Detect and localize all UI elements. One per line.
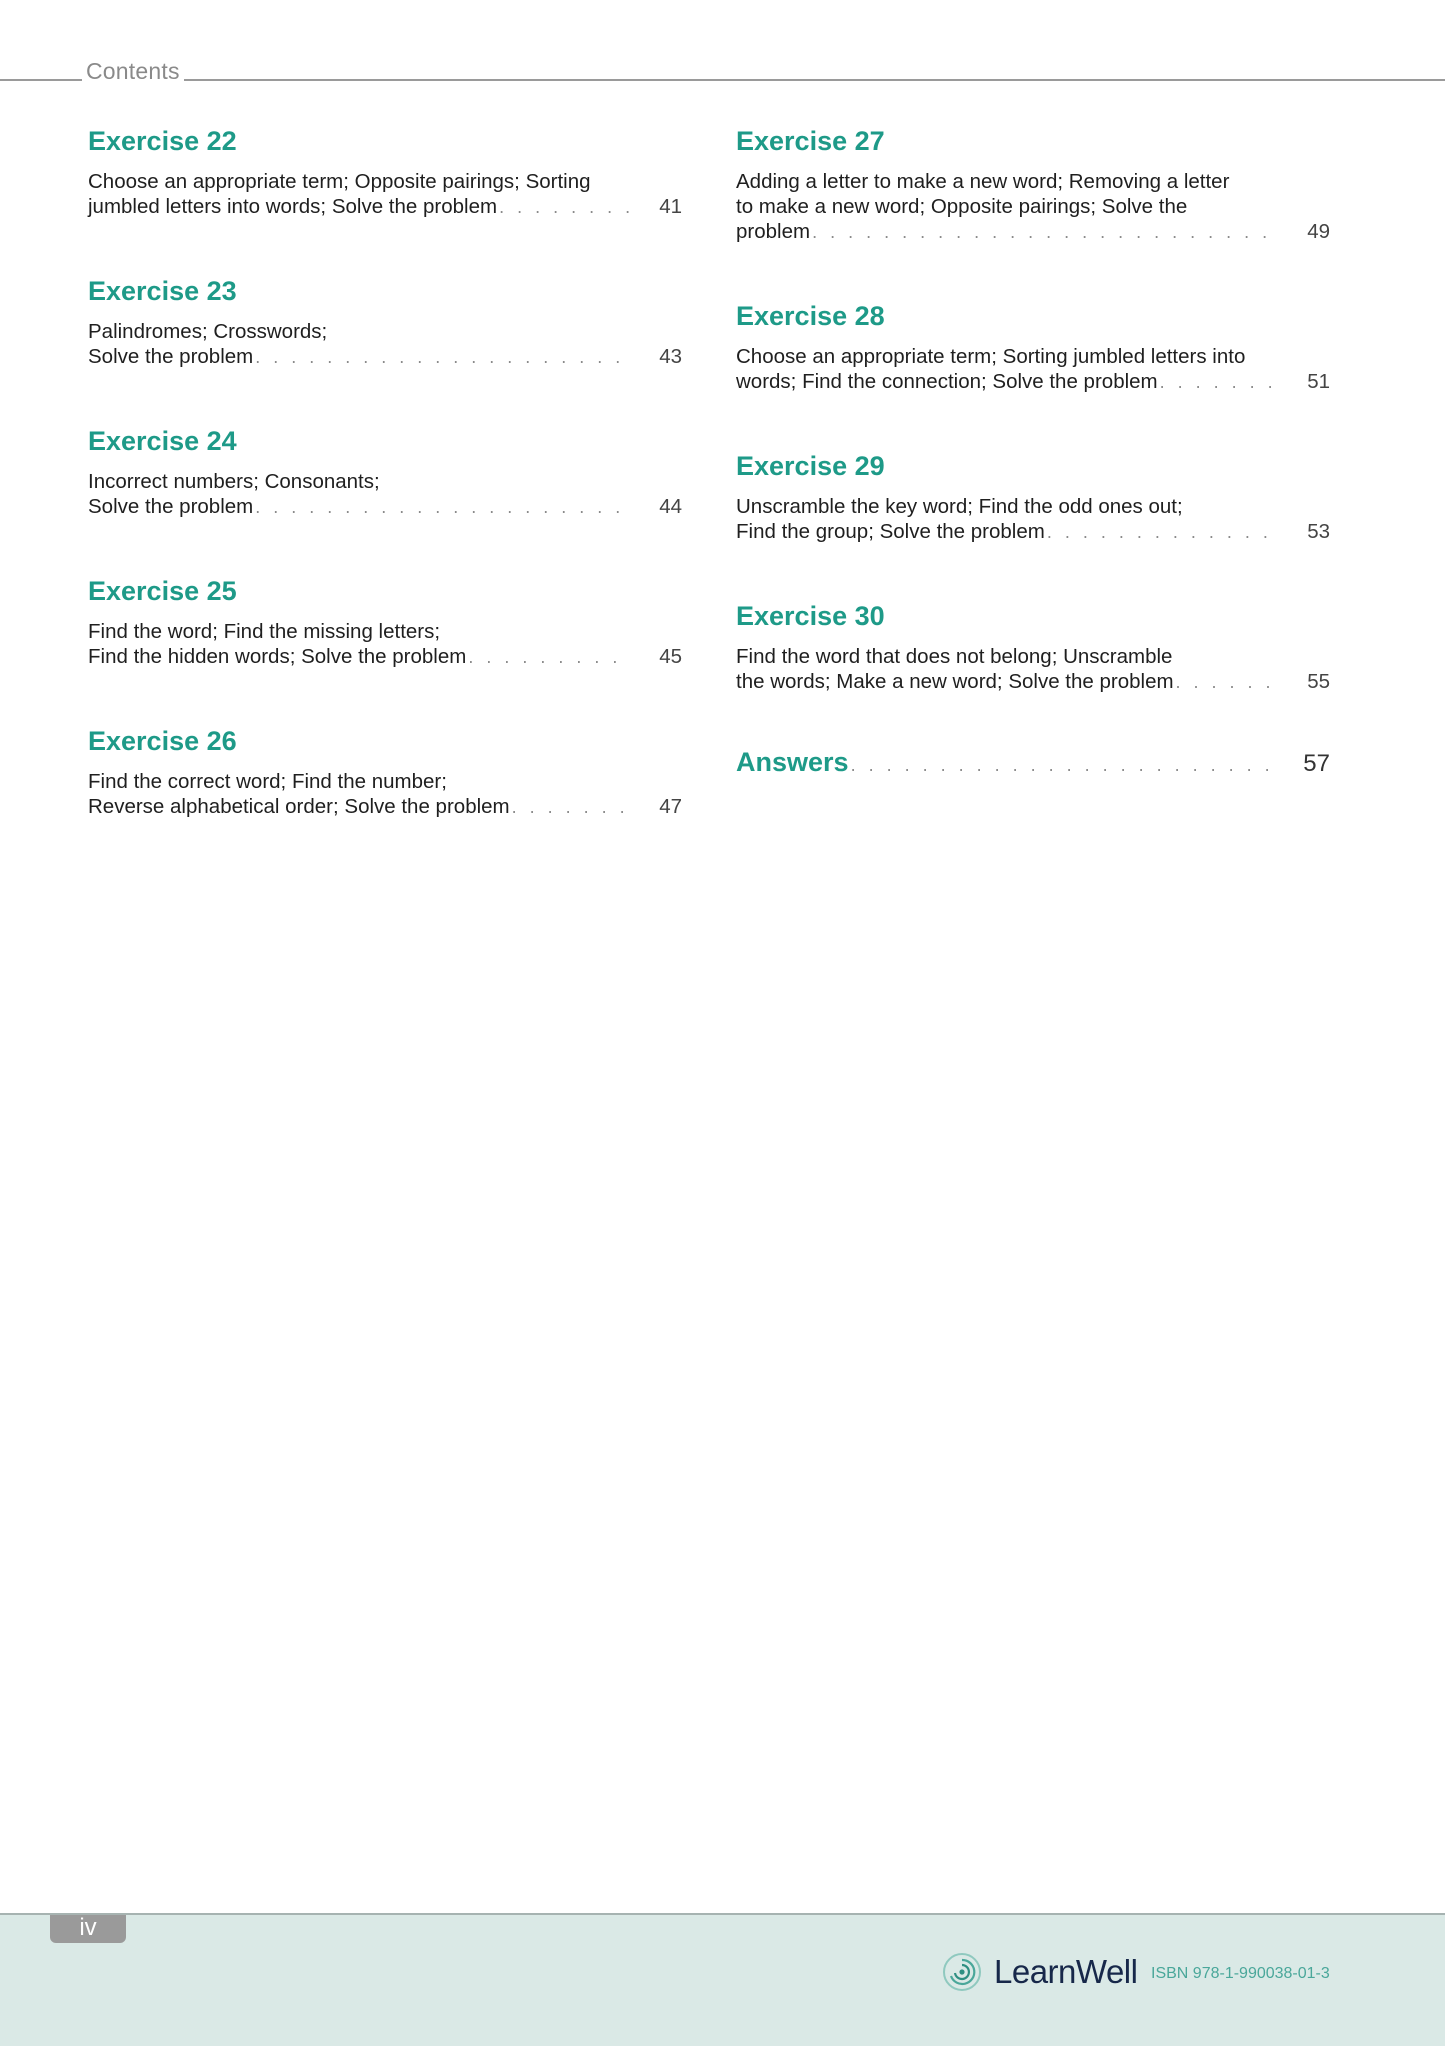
description-last-line <box>736 219 1330 245</box>
entry-description <box>736 169 1330 245</box>
description-line: Choose an appropriate term; Opposite pairings; Sorting <box>88 170 591 193</box>
description-line: Find the word that does not belong; Unscramble <box>736 645 1173 668</box>
entry-title: Exercise 27 <box>736 126 885 156</box>
description-last-line <box>88 344 682 370</box>
entry-description <box>736 344 1330 395</box>
answers-title: Answers <box>736 747 849 777</box>
dot-leader <box>468 645 632 670</box>
isbn-text: ISBN 978-1-990038-01-3 <box>1151 1965 1330 1982</box>
entry-description <box>88 619 682 670</box>
toc-entry-exercise-25[interactable] <box>88 575 682 670</box>
dot-leader <box>1160 370 1280 395</box>
page-number: 49 <box>1307 220 1330 243</box>
page-footer <box>0 1913 1445 2046</box>
description-last-line <box>88 794 682 820</box>
swirl-logo-icon <box>942 1952 982 1992</box>
toc-right-column <box>736 125 1330 778</box>
entry-title: Exercise 28 <box>736 301 885 331</box>
page-number: 41 <box>659 195 682 218</box>
dot-leader <box>1047 520 1280 545</box>
entry-title: Exercise 23 <box>88 276 237 306</box>
entry-title: Exercise 24 <box>88 426 237 456</box>
description-line: Find the hidden words; Solve the problem <box>88 645 467 668</box>
entry-title: Exercise 29 <box>736 451 885 481</box>
dot-leader <box>499 195 632 220</box>
page-number: 51 <box>1307 370 1330 393</box>
entry-description <box>88 319 682 370</box>
header-rule <box>0 79 1445 81</box>
dot-leader <box>1176 670 1280 695</box>
brand-logo <box>942 1952 1137 1992</box>
description-line: jumbled letters into words; Solve the problem <box>88 195 498 218</box>
entry-title: Exercise 26 <box>88 726 237 756</box>
toc-entry-exercise-30[interactable] <box>736 600 1330 695</box>
dot-leader <box>255 345 632 370</box>
dot-leader <box>255 495 632 520</box>
toc-entry-answers[interactable] <box>736 747 1330 778</box>
description-line: to make a new word; Opposite pairings; Solve the <box>736 195 1188 218</box>
description-line: words; Find the connection; Solve the problem <box>736 370 1158 393</box>
description-line: Solve the problem <box>88 495 254 518</box>
description-line: Palindromes; Crosswords; <box>88 320 328 343</box>
dot-leader <box>812 220 1280 245</box>
toc-entry-exercise-24[interactable] <box>88 425 682 520</box>
entry-description <box>736 494 1330 545</box>
entry-title: Exercise 25 <box>88 576 237 606</box>
dot-leader <box>851 755 1280 776</box>
description-line: Unscramble the key word; Find the odd ones out; <box>736 495 1183 518</box>
description-line: Find the group; Solve the problem <box>736 520 1045 543</box>
page-number: 57 <box>1303 750 1330 777</box>
description-line: Choose an appropriate term; Sorting jumbled letters into <box>736 345 1246 368</box>
description-last-line <box>88 194 682 220</box>
page-number: 45 <box>659 645 682 668</box>
dot-leader <box>512 795 632 820</box>
toc-entry-exercise-29[interactable] <box>736 450 1330 545</box>
description-line: Find the correct word; Find the number; <box>88 770 447 793</box>
description-last-line <box>88 644 682 670</box>
description-line: problem <box>736 220 811 243</box>
entry-description <box>88 469 682 520</box>
description-line: Adding a letter to make a new word; Removing a letter <box>736 170 1230 193</box>
entry-title: Exercise 30 <box>736 601 885 631</box>
entry-description <box>736 644 1330 695</box>
page-number: 43 <box>659 345 682 368</box>
description-last-line <box>736 369 1330 395</box>
page-number-tab: iv <box>50 1915 126 1943</box>
page-number: 44 <box>659 495 682 518</box>
description-line: Find the word; Find the missing letters; <box>88 620 441 643</box>
description-line: Incorrect numbers; Consonants; <box>88 470 380 493</box>
entry-title: Exercise 22 <box>88 126 237 156</box>
entry-description <box>88 769 682 820</box>
toc-left-column <box>88 125 682 820</box>
entry-description <box>88 169 682 220</box>
toc-entry-exercise-28[interactable] <box>736 300 1330 395</box>
toc-entry-exercise-22[interactable] <box>88 125 682 220</box>
brand-name: LearnWell <box>994 1953 1138 1990</box>
description-line: the words; Make a new word; Solve the problem <box>736 670 1174 693</box>
description-last-line <box>736 519 1330 545</box>
description-line: Solve the problem <box>88 345 254 368</box>
page-title: Contents <box>82 58 184 85</box>
page-number: 47 <box>659 795 682 818</box>
page-number: 53 <box>1307 520 1330 543</box>
description-last-line <box>736 669 1330 695</box>
toc-entry-exercise-27[interactable] <box>736 125 1330 245</box>
toc-entry-exercise-26[interactable] <box>88 725 682 820</box>
description-line: Reverse alphabetical order; Solve the problem <box>88 795 510 818</box>
page-number: 55 <box>1307 670 1330 693</box>
description-last-line <box>88 494 682 520</box>
toc-entry-exercise-23[interactable] <box>88 275 682 370</box>
